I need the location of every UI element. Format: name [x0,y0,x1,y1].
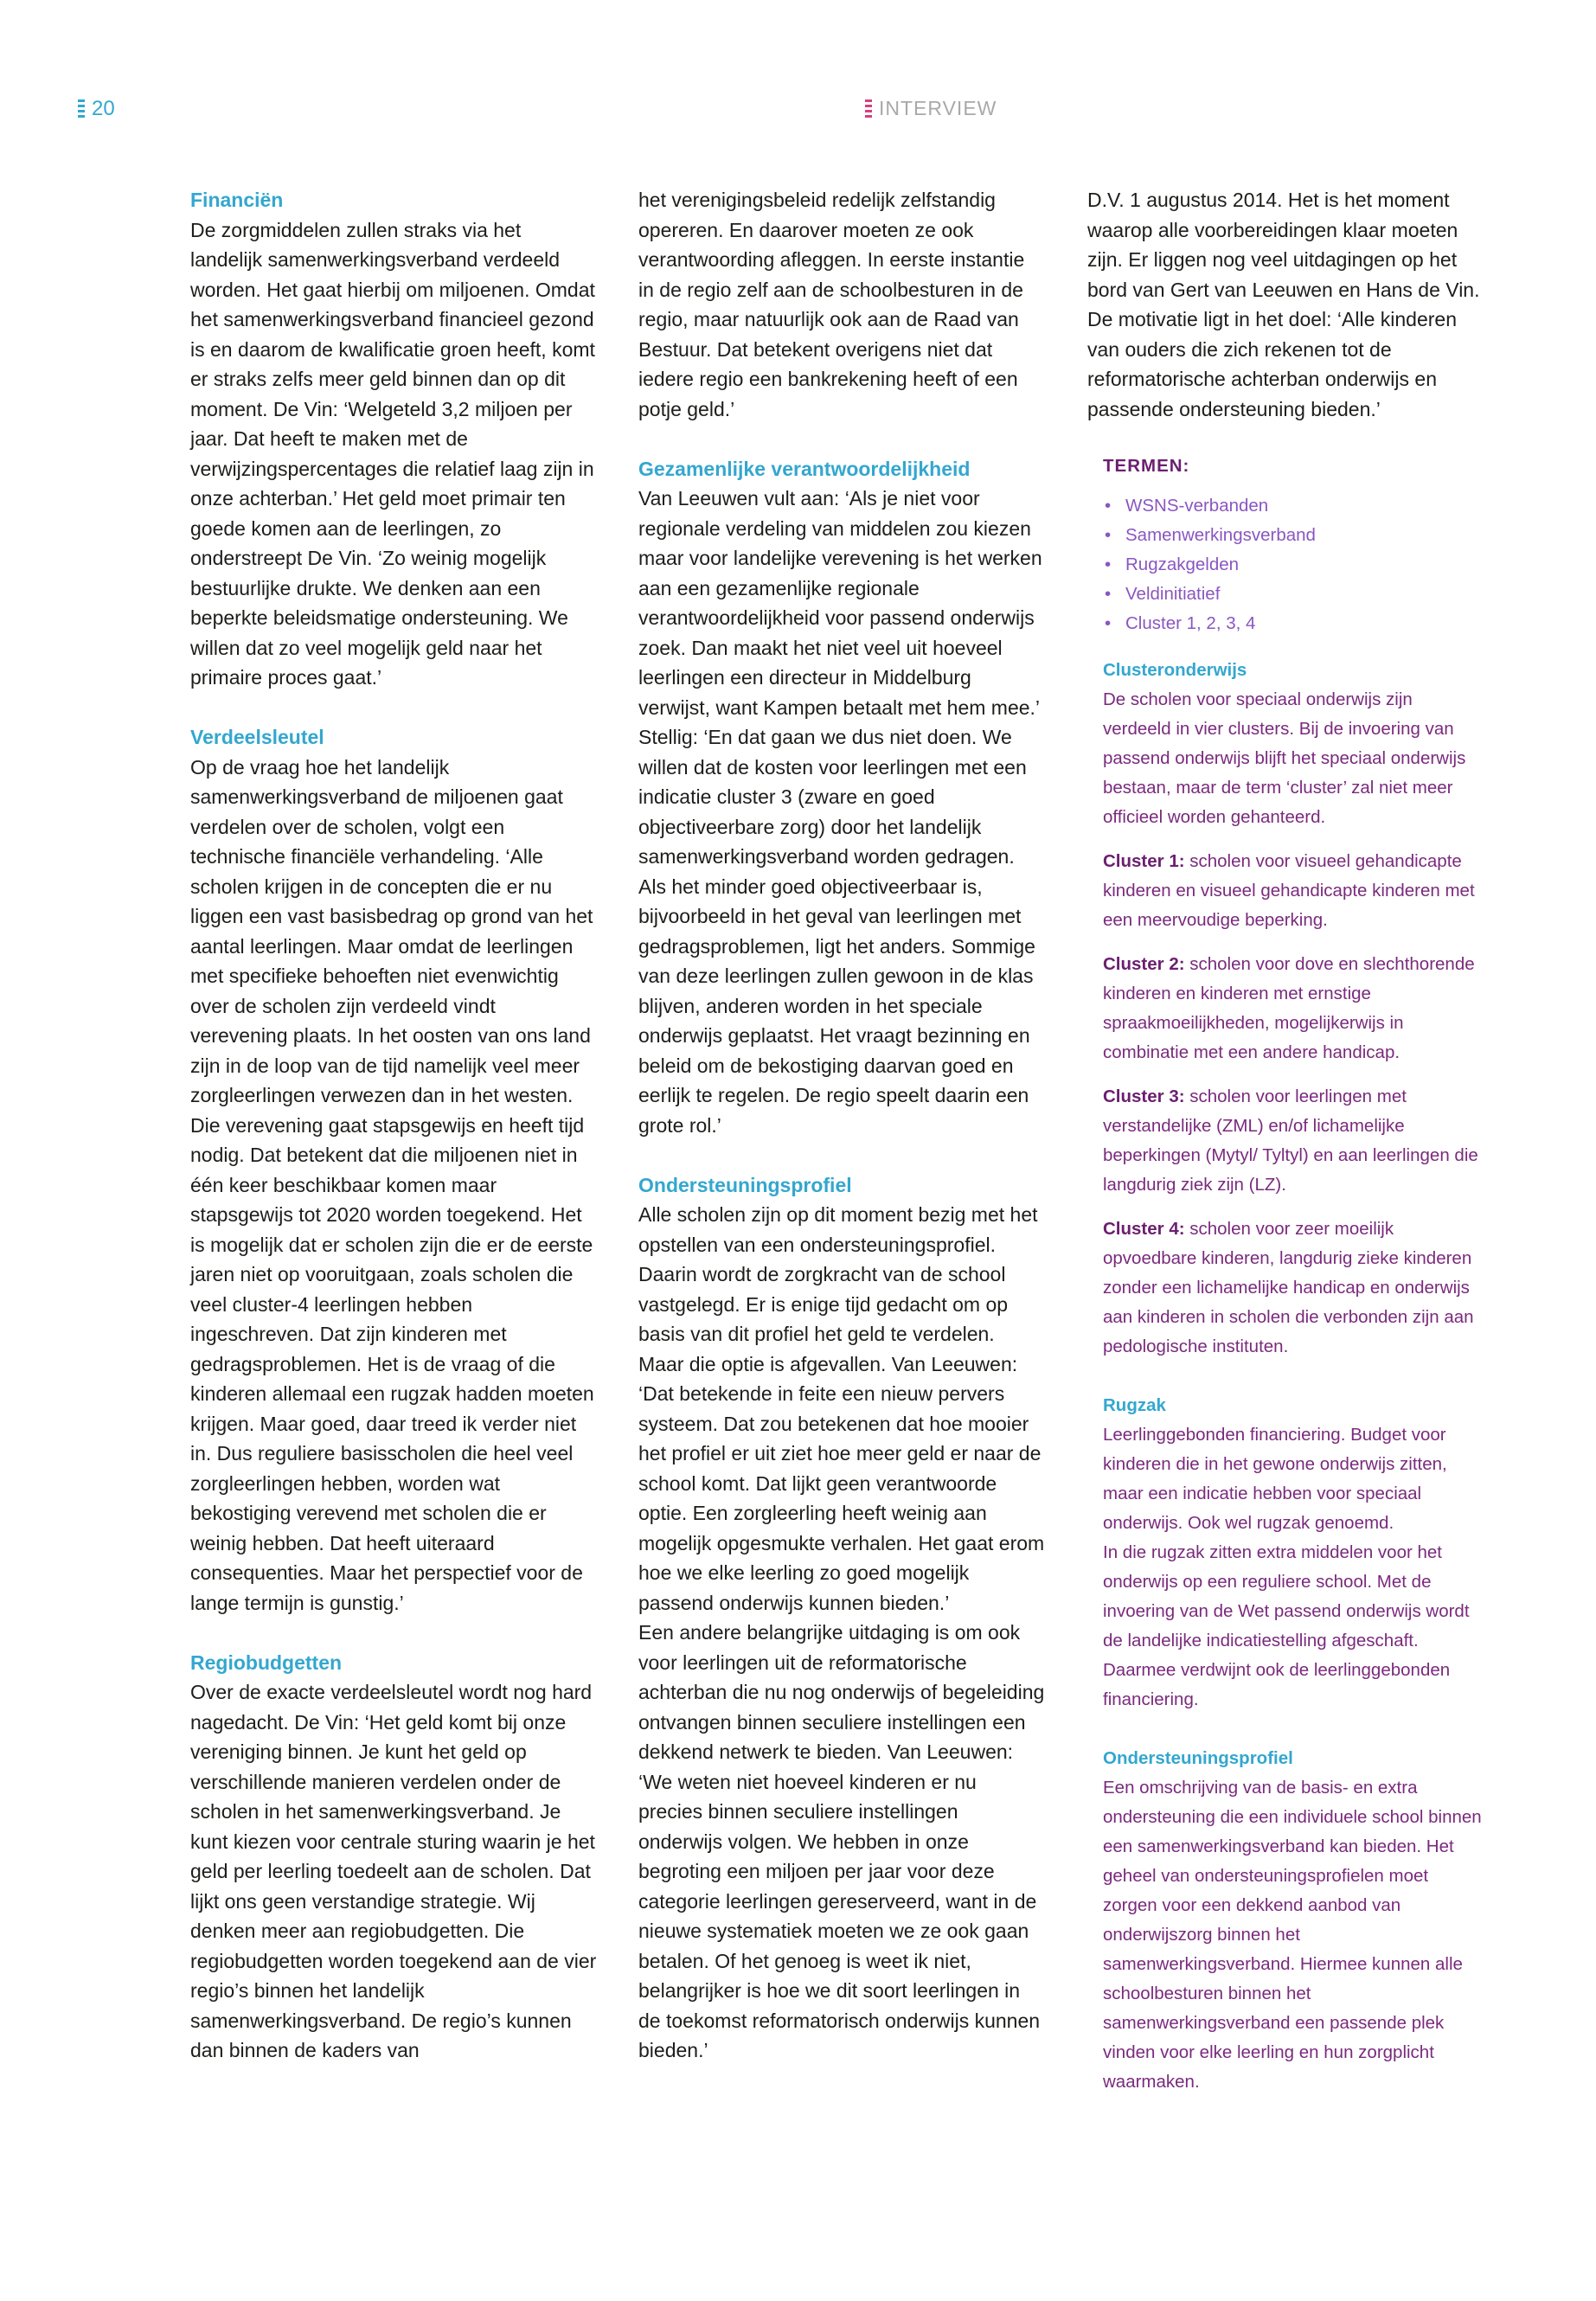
column-3 [1087,185,1494,424]
bars-icon [78,99,85,119]
section-label [865,97,997,120]
paragraph: Over de exacte verdeelsleutel wordt nog hard nagedacht. De Vin: ‘Het geld komt bij onze vereniging binnen. Je kunt het geld op verschillende manieren verdelen onder de scholen in het samenwerkingsverband. Je kunt kiezen voor centrale sturing waarin je het geld per leerling toedeelt aan de scholen. Dat lijkt ons geen verstandige strategie. Wij denken meer aan regiobudgetten. Die regiobudgetten worden toegekend aan de vier regio’s binnen het landelijk samenwerkingsverband. De regio’s kunnen dan binnen de kaders van [190,1681,597,2061]
term-item: • Veldinitiatief [1103,580,1482,609]
paragraph: Alle scholen zijn op dit moment bezig met het opstellen van een ondersteuningsprofiel. Daarin wordt de zorgkracht van de school vastgelegd. Er is enige tijd gedacht om op basis van dit profiel het geld te verdelen. Maar die optie is afgevallen. Van Leeuwen: ‘Dat betekende in feite een nieuw pervers systeem. Dat zou betekenen dat hoe mooier het profiel er uit ziet hoe meer geld er naar de school komt. Dat lijkt geen verantwoorde optie. Een zorgleerling heeft weinig aan mogelijk opgesmukte verhalen. Het gaat erom hoe we elke leerling zo goed mogelijk passend onderwijs kunnen bieden.’ [638,1203,1045,1614]
page-number [78,97,115,121]
column-1 [190,185,597,2066]
column-2 [638,185,1045,2066]
definition: De scholen voor speciaal onderwijs zijn verdeeld in vier clusters. Bij de invoering van passend onderwijs blijft het speciaal onderwijs bestaan, maar de term ‘cluster’ zal niet meer officieel worden gehanteerd. [1103,689,1466,827]
page-number-text: 20 [92,97,115,120]
cluster-label: Cluster 1: [1103,851,1185,871]
paragraph: D.V. 1 augustus 2014. Het is het moment waarop alle voorbereidingen klaar moeten zijn. Er liggen nog veel uitdagingen op het bord van Gert van Leeuwen en Hans de Vin. De motivatie ligt in het doel: ‘Alle kinderen van ouders die zich rekenen tot de reformatorische achterban onderwijs en passende ondersteuning bieden.’ [1087,189,1480,420]
section-label-text: INTERVIEW [879,97,997,119]
cluster-label: Cluster 3: [1103,1086,1185,1106]
paragraph: Op de vraag hoe het landelijk samenwerkingsverband de miljoenen gaat verdelen over de scholen, volgt een technische financiële verhandeling. ‘Alle scholen krijgen in de concepten die er nu liggen een vast basisbedrag op grond van het aantal leerlingen. Maar omdat de leerlingen met specifieke behoeften niet evenwichtig over de scholen zijn verdeeld vindt verevening plaats. In het oosten van ons land zijn in de loop van de tijd namelijk veel meer zorgleerlingen verwezen dan in het westen. Die verevening gaat stapsgewijs en heeft tijd nodig. Dat betekent dat die miljoenen niet in één keer beschikbaar komen maar stapsgewijs tot 2020 worden toegekend. Het is mogelijk dat er scholen zijn die er de eerste jaren niet op vooruitgaan, zoals scholen die veel cluster-4 leerlingen hebben ingeschreven. Dat zijn kinderen met gedragsproblemen. Het is de vraag of die kinderen allemaal een rugzak hadden moeten krijgen. Maar goed, daar treed ik verder niet in. Dus reguliere basisscholen die heel veel zorgleerlingen hebben, worden wat bekostiging verevend met scholen die er weinig hebben. Dat heeft uiteraard consequenties. Maar het perspectief voor de lange termijn is gunstig.’ [190,755,594,1614]
definition: Een omschrijving van de basis- en extra ondersteuning die een individuele school binnen een samenwerkingsverband kan bieden. Het geheel van ondersteuningsprofielen moet zorgen voor een dekkend aanbod van onderwijszorg binnen het samenwerkingsverband. Hiermee kunnen alle schoolbesturen binnen het samenwerkingsverband een passende plek vinden voor elke leerling en hun zorgplicht waarmaken. [1103,1778,1482,2092]
cluster-text: scholen voor visueel gehandicapte kinderen en visueel gehandicapte kinderen met een meervoudige beperking. [1103,851,1475,930]
terms-sidebar [1087,441,1499,2137]
heading-gezamenlijke-verantwoordelijkheid: Gezamenlijke verantwoordelijkheid [638,457,971,480]
paragraph: Van Leeuwen vult aan: ‘Als je niet voor regionale verdeling van middelen zou kiezen maar voor landelijke verevening is het werken aan een gezamenlijke regionale verantwoordelijkheid voor passend onderwijs zoek. Dan maakt het niet veel uit hoeveel leerlingen een directeur in Middelburg verwijst, want Kampen betaalt met hem mee.’ Stellig: ‘En dat gaan we dus niet doen. We willen dat de kosten voor leerlingen met een indicatie cluster 3 (zware en goed objectiveerbare zorg) door het landelijk samenwerkingsverband worden gedragen. Als het minder goed objectiveerbaar is, bijvoorbeeld in het geval van leerlingen met gedragsproblemen, ligt het anders. Sommige van deze leerlingen zullen gewoon in de klas blijven, anderen worden in het speciale onderwijs geplaatst. Het vraagt bezinning en beleid om de bekostiging daarvan goed en eerlijk te regelen. De regio speelt daarin een grote rol.’ [638,487,1042,1137]
cluster-3-definition [1103,1082,1482,1200]
heading-ondersteuningsprofiel-term: Ondersteuningsprofiel [1103,1748,1293,1768]
heading-regiobudgetten: Regiobudgetten [190,1650,343,1674]
paragraph: het verenigingsbeleid redelijk zelfstandig opereren. En daarover moeten ze ook verantwoording afleggen. In eerste instantie in de regio zelf aan de schoolbesturen in de regio, maar natuurlijk ook aan de Raad van Bestuur. Dat betekent overigens niet dat iedere regio een bankrekening heeft of een potje geld.’ [638,189,1025,420]
definition: In die rugzak zitten extra middelen voor het onderwijs op een reguliere school. Met de invoering van de Wet passend onderwijs wordt de landelijke indicatiestelling afgeschaft. Daarmee verdwijnt ook de leerlinggebonden financiering. [1103,1542,1470,1709]
heading-rugzak: Rugzak [1103,1395,1166,1415]
term-item: • Cluster 1, 2, 3, 4 [1103,609,1482,638]
cluster-label: Cluster 4: [1103,1219,1185,1239]
term-item: • Samenwerkingsverband [1103,521,1482,550]
cluster-label: Cluster 2: [1103,954,1185,974]
paragraph: Een andere belangrijke uitdaging is om ook voor leerlingen uit de reformatorische achterban die nu nog onderwijs of begeleiding ontvangen binnen seculiere instellingen een dekkend netwerk te bieden. Van Leeuwen: ‘We weten niet hoeveel kinderen er nu precies binnen seculiere instellingen onderwijs volgen. We hebben in onze begroting een miljoen per jaar voor deze categorie leerlingen gereserveerd, want in de nieuwe systematiek moeten we ze ook gaan betalen. Of het genoeg is weet ik niet, belangrijker is hoe we dit soort leerlingen in de toekomst reformatorisch onderwijs kunnen bieden.’ [638,1621,1045,2061]
cluster-text: scholen voor leerlingen met verstandelijke (ZML) en/of lichamelijke beperkingen (Mytyl/ Tyltyl) en aan leerlingen die langdurig ziek zijn (LZ). [1103,1086,1478,1195]
cluster-2-definition [1103,950,1482,1067]
cluster-1-definition [1103,847,1482,935]
cluster-4-definition [1103,1215,1482,1362]
terms-title: TERMEN: [1103,456,1190,476]
cluster-text: scholen voor zeer moeilijk opvoedbare kinderen, langdurig zieke kinderen zonder een lichamelijke handicap en onderwijs aan kinderen in scholen die verbonden zijn aan pedologische instituten. [1103,1219,1474,1356]
term-item: • WSNS-verbanden [1103,491,1482,521]
heading-clusteronderwijs: Clusteronderwijs [1103,660,1247,680]
paragraph: De zorgmiddelen zullen straks via het landelijk samenwerkingsverband verdeeld worden. Het gaat hierbij om miljoenen. Omdat het samenwerkingsverband financieel gezond is en daarom de kwalificatie groen heeft, komt er straks zelfs meer geld binnen dan op dit moment. De Vin: ‘Welgeteld 3,2 miljoen per jaar. Dat heeft te maken met de verwijzingspercentages die relatief laag zijn in onze achterban.’ Het geld moet primair ten goede komen aan de leerlingen, zo onderstreept De Vin. ‘Zo weinig mogelijk bestuurlijke drukte. We denken aan een beperkte beleidsmatige ondersteuning. We willen dat zo veel mogelijk geld naar het primaire proces gaat.’ [190,218,595,689]
term-item: • Rugzakgelden [1103,550,1482,580]
definition: Leerlinggebonden financiering. Budget voor kinderen die in het gewone onderwijs zitten, maar een indicatie hebben voor speciaal onderwijs. Ook wel rugzak genoemd. [1103,1425,1447,1533]
heading-ondersteuningsprofiel: Ondersteuningsprofiel [638,1173,852,1196]
bars-icon [865,99,872,119]
page-header [0,97,1596,128]
terms-list [1103,491,1482,638]
heading-financien: Financiën [190,189,284,211]
cluster-text: scholen voor dove en slechthorende kinderen en kinderen met ernstige spraakmoeilijkheden, mogelijkerwijs in combinatie met een andere handicap. [1103,954,1475,1062]
heading-verdeelsleutel: Verdeelsleutel [190,726,324,748]
